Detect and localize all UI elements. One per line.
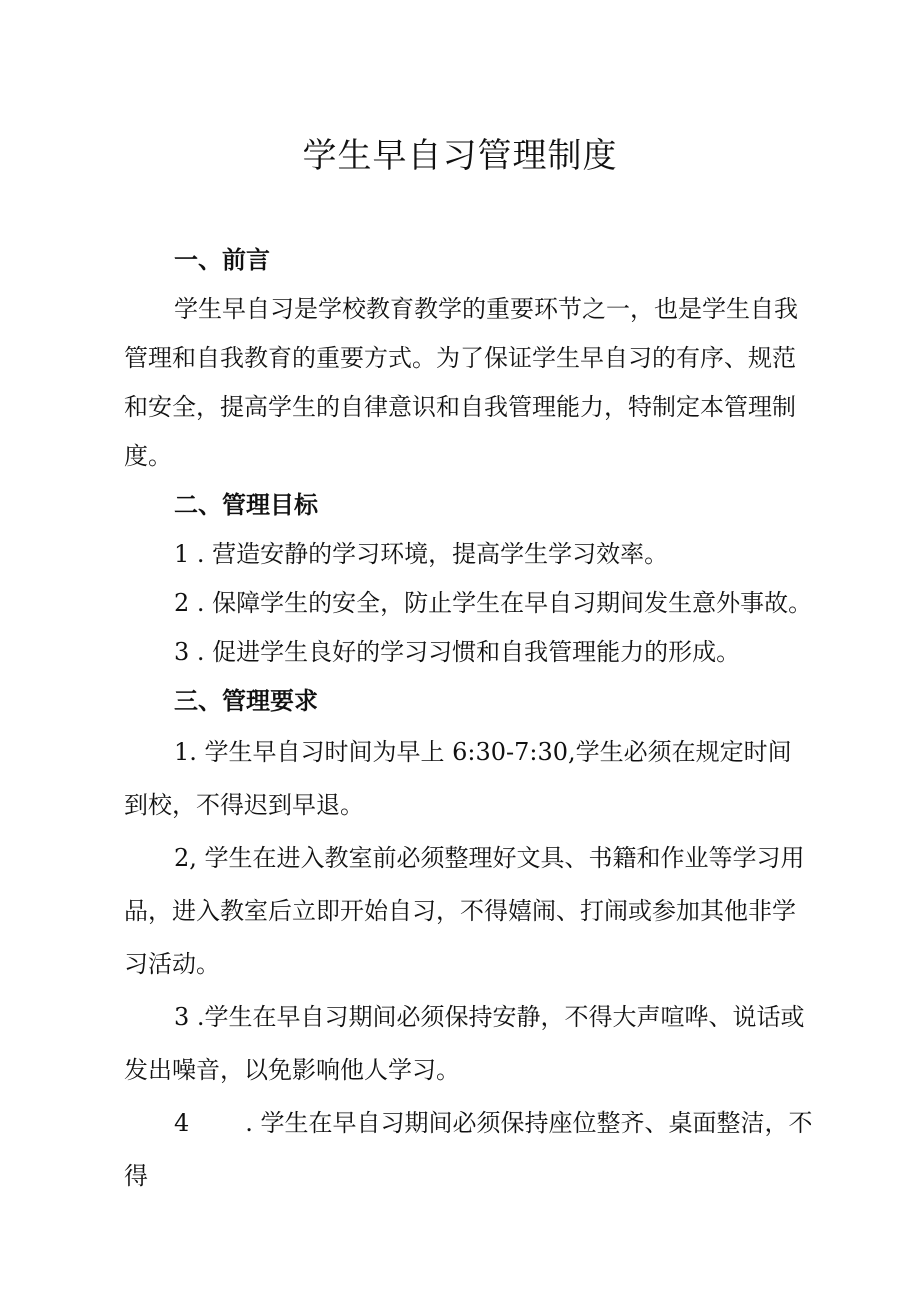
- requirement-item-1: 1. 学生早自习时间为早上 6:30-7:30,学生必须在规定时间到校，不得迟到早退。: [124, 738, 792, 819]
- document-title: 学生早自习管理制度: [302, 136, 618, 176]
- goal-item-3: 3 . 促进学生良好的学习习惯和自我管理能力的形成。: [174, 638, 741, 666]
- section-heading-goals: 二、管理目标: [174, 491, 318, 519]
- section-heading-preface: 一、前言: [174, 246, 270, 274]
- section-heading-requirements: 三、管理要求: [174, 687, 318, 715]
- requirement-item-2: 2, 学生在进入教室前必须整理好文具、书籍和作业等学习用品，进入教室后立即开始自习，不得嬉闹、打闹或参加其他非学习活动。: [124, 844, 805, 978]
- preface-paragraph: 学生早自习是学校教育教学的重要环节之一，也是学生自我管理和自我教育的重要方式。为了保证学生早自习的有序、规范和安全，提高学生的自律意识和自我管理能力，特制定本管理制度。: [124, 295, 798, 470]
- requirement-item-4-text: . 学生在早自习期间必须保持座位整齐、桌面整洁，不得: [124, 1109, 813, 1190]
- goal-item-2: 2 . 保障学生的安全，防止学生在早自习期间发生意外事故。: [174, 589, 813, 617]
- requirement-item-3: 3 .学生在早自习期间必须保持安静，不得大声喧哗、说话或发出噪音，以免影响他人学习。: [124, 1003, 805, 1084]
- document-body: [124, 236, 814, 1203]
- goal-item-1: 1 . 营造安静的学习环境，提高学生学习效率。: [174, 540, 669, 568]
- requirement-item-4-number: 4: [174, 1109, 190, 1137]
- requirement-item-4: [124, 1097, 814, 1203]
